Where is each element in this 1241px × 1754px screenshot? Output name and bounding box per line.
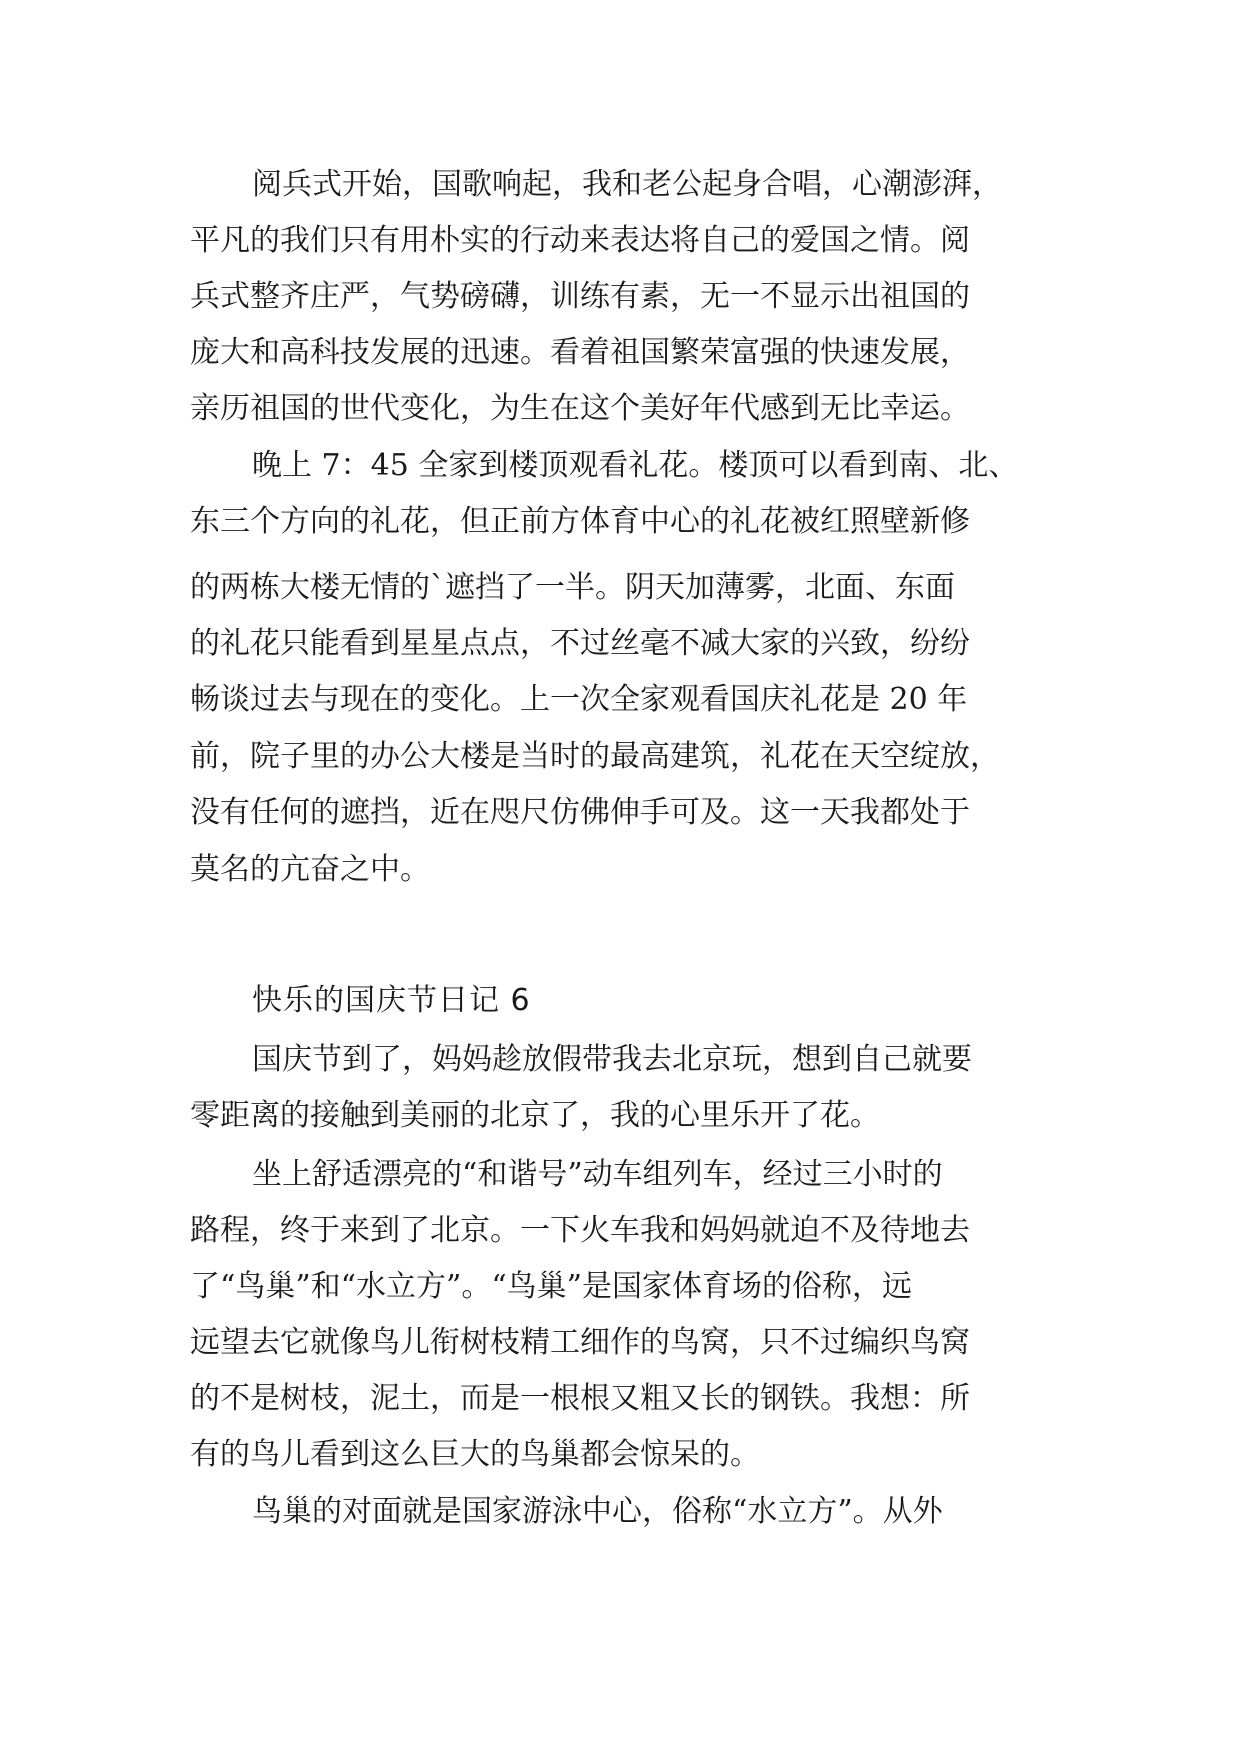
text-line: 远望去它就像鸟儿衔树枝精工细作的鸟窝，只不过编织鸟窝 — [190, 1325, 970, 1360]
text-line: 前，院子里的办公大楼是当时的最高建筑，礼花在天空绽放， — [190, 739, 1000, 774]
text-line: 的两栋大楼无情的`遮挡了一半。阴天加薄雾，北面、东面 — [190, 570, 955, 605]
text-line: 的礼花只能看到星星点点，不过丝毫不减大家的兴致，纷纷 — [190, 626, 970, 661]
text-line: 亲历祖国的世代变化，为生在这个美好年代感到无比幸运。 — [190, 391, 970, 426]
text-line: 平凡的我们只有用朴实的行动来表达将自己的爱国之情。阅 — [190, 223, 970, 258]
text-line: 坐上舒适漂亮的“和谐号”动车组列车，经过三小时的 — [252, 1157, 943, 1192]
text-line: 鸟巢的对面就是国家游泳中心，俗称“水立方”。从外 — [252, 1494, 943, 1529]
text-line: 畅谈过去与现在的变化。上一次全家观看国庆礼花是 20 年 — [190, 682, 968, 717]
text-line: 零距离的接触到美丽的北京了，我的心里乐开了花。 — [190, 1098, 880, 1133]
text-line: 晚上 7：45 全家到楼顶观看礼花。楼顶可以看到南、北、 — [252, 448, 1019, 483]
text-line: 兵式整齐庄严，气势磅礴，训练有素，无一不显示出祖国的 — [190, 279, 970, 314]
text-line: 国庆节到了，妈妈趁放假带我去北京玩，想到自己就要 — [252, 1042, 972, 1077]
text-line: 莫名的亢奋之中。 — [190, 852, 430, 887]
text-line: 路程，终于来到了北京。一下火车我和妈妈就迫不及待地去 — [190, 1213, 970, 1248]
text-line: 了“鸟巢”和“水立方”。“鸟巢”是国家体育场的俗称，远 — [190, 1269, 913, 1304]
text-line: 有的鸟儿看到这么巨大的鸟巢都会惊呆的。 — [190, 1437, 760, 1472]
text-line: 东三个方向的礼花，但正前方体育中心的礼花被红照壁新修 — [190, 504, 970, 539]
text-line: 的不是树枝，泥土，而是一根根又粗又长的钢铁。我想：所 — [190, 1381, 970, 1416]
text-line: 阅兵式开始，国歌响起，我和老公起身合唱，心潮澎湃， — [252, 167, 1002, 202]
text-line: 没有任何的遮挡，近在咫尺仿佛伸手可及。这一天我都处于 — [190, 795, 970, 830]
text-line: 庞大和高科技发展的迅速。看着祖国繁荣富强的快速发展， — [190, 335, 970, 370]
section-heading: 快乐的国庆节日记 6 — [252, 983, 531, 1018]
